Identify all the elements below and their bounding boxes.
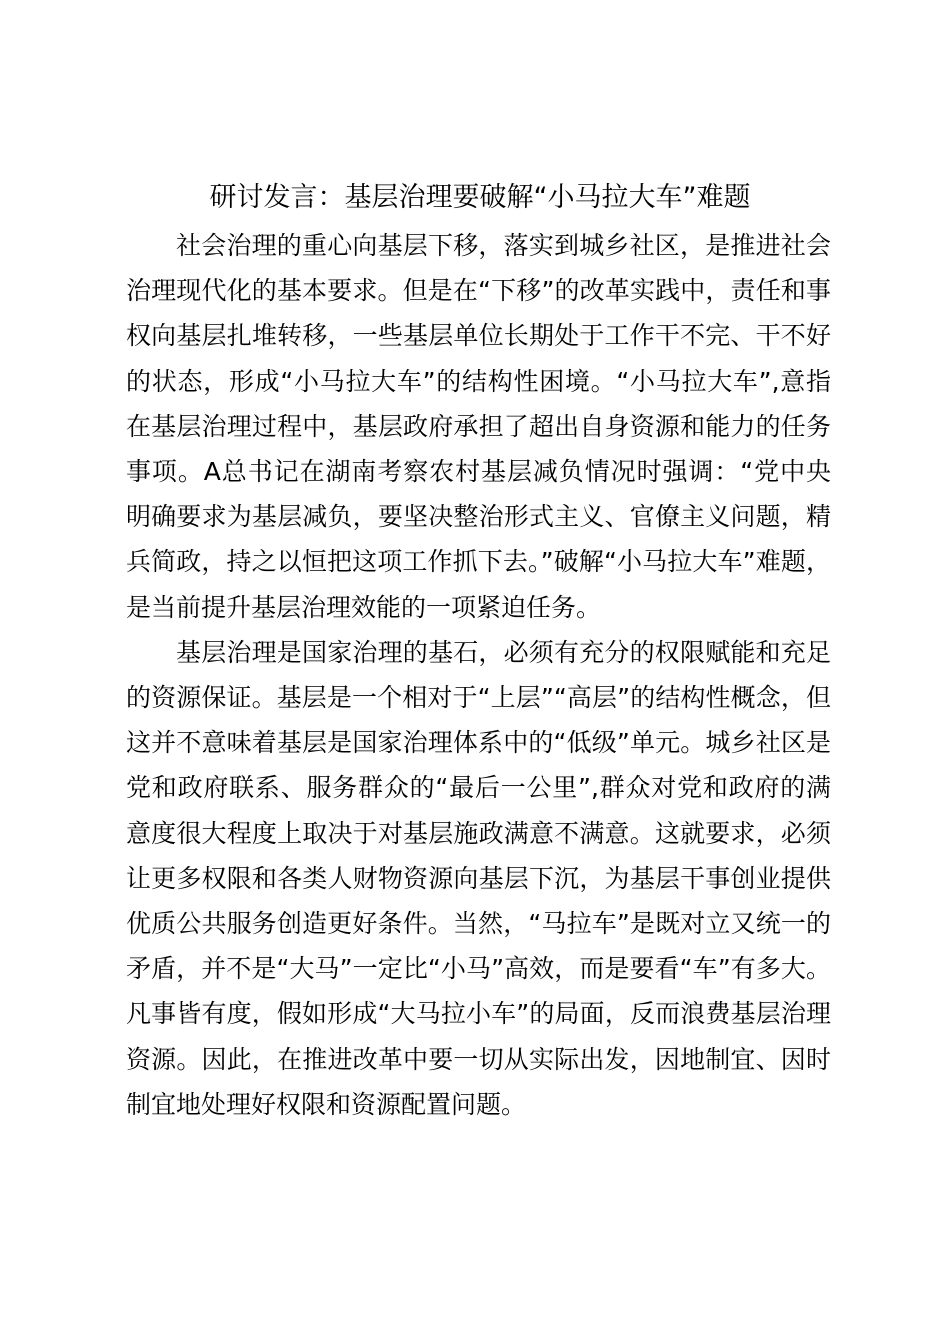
document-body bbox=[126, 223, 831, 1127]
paragraph-2: 基层治理是国家治理的基石，必须有充分的权限赋能和充足的资源保证。基层是一个相对于“上层”“高层”的结构性概念，但这并不意味着基层是国家治理体系中的“低级”单元。城乡社区是党和政府联系、服务群众的“最后一公里”,群众对党和政府的满意度很大程度上取决于对基层施政满意不满意。这就要求，必须让更多权限和各类人财物资源向基层下沉，为基层干事创业提供优质公共服务创造更好条件。当然，“马拉车”是既对立又统一的矛盾，并不是“大马”一定比“小马”高效，而是要看“车”有多大。凡事皆有度，假如形成“大马拉小车”的局面，反而浪费基层治理资源。因此，在推进改革中要一切从实际出发，因地制宜、因时制宜地处理好权限和资源配置问题。 bbox=[126, 637, 831, 1119]
document-title: 研讨发言：基层治理要破解“小马拉大车”难题 bbox=[209, 182, 751, 213]
paragraph-1: 社会治理的重心向基层下移，落实到城乡社区，是推进社会治理现代化的基本要求。但是在“下移”的改革实践中，责任和事权向基层扎堆转移，一些基层单位长期处于工作干不完、干不好的状态，形成“小马拉大车”的结构性困境。“小马拉大车”,意指在基层治理过程中，基层政府承担了超出自身资源和能力的任务事项。A总书记在湖南考察农村基层减负情况时强调：“党中央明确要求为基层减负，要坚决整治形式主义、官僚主义问题，精兵简政，持之以恒把这项工作抓下去。”破解“小马拉大车”难题，是当前提升基层治理效能的一项紧迫任务。 bbox=[126, 231, 831, 622]
